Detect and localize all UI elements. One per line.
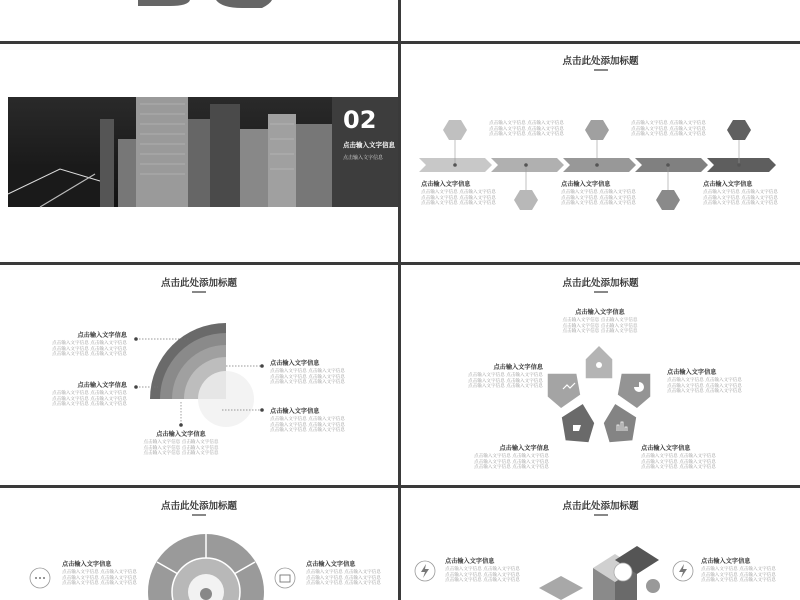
pentagon-label-bottom-left: 点击输入文字信息 点击输入文字信息 点击输入文字信息 点击输入文字信息 点击输入文字信息 点击输入文字信息 点击输入文字信息: [474, 445, 549, 470]
big-letter-fragment-2: [216, 0, 272, 8]
slide-donut-partial[interactable]: [0, 488, 398, 600]
ring-label-3: 点击输入文字信息 点击输入文字信息 点击输入文字信息 点击输入文字信息 点击输入文字信息 点击输入文字信息 点击输入文字信息: [270, 360, 345, 385]
center-icon: [200, 588, 212, 600]
cube-label-left: 点击输入文字信息 点击输入文字信息 点击输入文字信息 点击输入文字信息 点击输入文字信息 点击输入文字信息 点击输入文字信息: [445, 558, 520, 583]
timeline-text-top-1: 点击输入文字信息 点击输入文字信息 点击输入文字信息 点击输入文字信息 点击输入文字信息 点击输入文字信息: [489, 121, 564, 137]
pentagon-label-top: 点击输入文字信息 点击输入文字信息 点击输入文字信息 点击输入文字信息 点击输入文字信息 点击输入文字信息 点击输入文字信息: [562, 309, 638, 334]
slide-2-partial[interactable]: [401, 0, 800, 41]
timeline-graphic: [401, 44, 800, 262]
briefcase-icon-circle: [275, 568, 295, 588]
city-photo: [0, 44, 398, 262]
ring-label-2: 点击输入文字信息 点击输入文字信息 点击输入文字信息 点击输入文字信息 点击输入文字信息 点击输入文字信息 点击输入文字信息: [52, 382, 127, 407]
pentagon-segment-left: [547, 373, 581, 409]
slide-title: 点击此处添加标题: [160, 278, 237, 289]
hexagon-4: [656, 190, 680, 210]
slide-title: 点击此处添加标题: [562, 56, 639, 67]
slide-title: 点击此处添加标题: [160, 501, 237, 512]
hexagon-5: [727, 120, 751, 140]
slide-quarter-rings[interactable]: [0, 265, 398, 485]
pentagon-segment-bottom-left: [561, 403, 595, 443]
arrow-segment-4: [635, 158, 708, 172]
timeline-text-bottom-2: 点击输入文字信息 点击输入文字信息 点击输入文字信息 点击输入文字信息 点击输入文字信息 点击输入文字信息 点击输入文字信息: [561, 181, 636, 206]
pentagon-label-left: 点击输入文字信息 点击输入文字信息 点击输入文字信息 点击输入文字信息 点击输入文字信息 点击输入文字信息 点击输入文字信息: [468, 364, 543, 389]
slide-1-graphic: [0, 0, 398, 41]
big-letter-fragment: [138, 0, 190, 6]
slide-pentagon-arrows[interactable]: [401, 265, 800, 485]
pentagon-segment-bottom-right: [603, 403, 637, 443]
hexagon-3: [585, 120, 609, 140]
pentagon-label-right: 点击输入文字信息 点击输入文字信息 点击输入文字信息 点击输入文字信息 点击输入文字信息 点击输入文字信息 点击输入文字信息: [667, 369, 742, 394]
pentagon-label-bottom-right: 点击输入文字信息 点击输入文字信息 点击输入文字信息 点击输入文字信息 点击输入文字信息 点击输入文字信息 点击输入文字信息: [641, 445, 716, 470]
ring-label-1: 点击输入文字信息 点击输入文字信息 点击输入文字信息 点击输入文字信息 点击输入文字信息 点击输入文字信息 点击输入文字信息: [52, 332, 127, 357]
pentagon-segment-right: [617, 373, 651, 409]
slide-cubes-partial[interactable]: [401, 488, 800, 600]
hexagon-2: [514, 190, 538, 210]
donut-label-left: 点击输入文字信息 点击输入文字信息 点击输入文字信息 点击输入文字信息 点击输入文字信息 点击输入文字信息 点击输入文字信息: [62, 561, 137, 586]
slide-title: 点击此处添加标题: [562, 501, 639, 512]
ring-label-4: 点击输入文字信息 点击输入文字信息 点击输入文字信息 点击输入文字信息 点击输入文字信息 点击输入文字信息 点击输入文字信息: [270, 408, 345, 433]
hexagon-1: [443, 120, 467, 140]
ring-label-5: 点击输入文字信息 点击输入文字信息 点击输入文字信息 点击输入文字信息 点击输入文字信息 点击输入文字信息 点击输入文字信息: [143, 431, 219, 456]
section-title: 点击输入文字信息: [343, 141, 395, 149]
donut-label-right: 点击输入文字信息 点击输入文字信息 点击输入文字信息 点击输入文字信息 点击输入文字信息 点击输入文字信息 点击输入文字信息: [306, 561, 381, 586]
slide-hexagon-timeline[interactable]: [401, 44, 800, 262]
slide-title: 点击此处添加标题: [562, 278, 639, 289]
cube-label-right: 点击输入文字信息 点击输入文字信息 点击输入文字信息 点击输入文字信息 点击输入文字信息 点击输入文字信息 点击输入文字信息: [701, 558, 776, 583]
section-subtitle: 点击输入文字信息: [343, 155, 384, 161]
arrow-segment-5: [707, 158, 776, 172]
section-number: 02: [343, 106, 377, 134]
timeline-text-bottom-1: 点击输入文字信息 点击输入文字信息 点击输入文字信息 点击输入文字信息 点击输入文字信息 点击输入文字信息 点击输入文字信息: [421, 181, 496, 206]
slide-1-partial[interactable]: [0, 0, 398, 41]
timeline-text-top-2: 点击输入文字信息 点击输入文字信息 点击输入文字信息 点击输入文字信息 点击输入文字信息 点击输入文字信息: [631, 121, 706, 137]
user-icon: [596, 362, 602, 368]
slide-section-cover[interactable]: [0, 44, 398, 262]
arrow-segment-3: [563, 158, 636, 172]
timeline-text-bottom-3: 点击输入文字信息 点击输入文字信息 点击输入文字信息 点击输入文字信息 点击输入文字信息 点击输入文字信息 点击输入文字信息: [703, 181, 778, 206]
